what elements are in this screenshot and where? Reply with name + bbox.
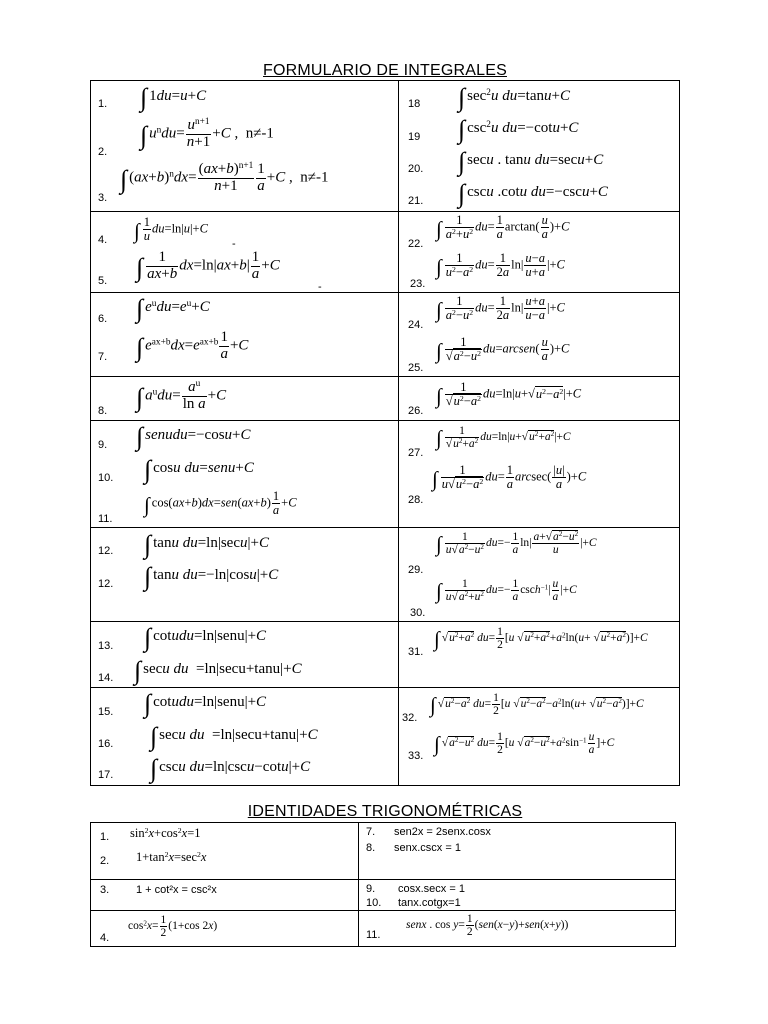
identity-1: $\sin^2x+\cos^2x=1$ <box>130 825 201 840</box>
formula-number: 32. <box>402 712 418 724</box>
formula-number: 20. <box>408 163 424 175</box>
formula-number: 8. <box>98 405 108 417</box>
formula-number: 3. <box>98 192 108 204</box>
identity-11: senx . cos y= $\frac{1}{2}$ (sen(x−y)+sen(x+y)) <box>406 913 569 939</box>
formula-number: 1. <box>98 98 108 110</box>
formula-number: 33. <box>408 750 424 762</box>
formula-number: 23. <box>410 278 426 290</box>
formula-8: ∫ $a^udu=$ $\frac{a^u}{\text{ln a}}$ +C <box>136 378 227 412</box>
formula-number: 19 <box>408 131 421 143</box>
formula-10: ∫ cosu du=senu+C <box>144 455 254 484</box>
identity-8: senx.cscx = 1 <box>394 842 461 854</box>
formula-6: ∫ $e^udu=e^u+C$ <box>136 294 210 323</box>
formula-number: 13. <box>98 640 114 652</box>
formula-17: ∫ cscu du=ln|cscu−cotu|+C <box>150 754 311 783</box>
formula-number: 16. <box>98 738 114 750</box>
formula-number: 15. <box>98 706 114 718</box>
formula-number: 4. <box>98 234 108 246</box>
formula-21: ∫ cscu .cotu du=−cscu+C <box>458 179 608 208</box>
formula-number: 12. <box>98 545 114 557</box>
formula-number: 14. <box>98 672 114 684</box>
formula-3: ∫ $(ax+b)^ndx=$ $\frac{(ax+b)^{n+1}}{n+1}$ $\frac{1}{a}$ +C , n≠-1 <box>120 160 329 194</box>
identity-number: 3. <box>100 884 110 896</box>
formula-number: 31. <box>408 646 424 658</box>
identity-number: 10. <box>366 897 382 909</box>
formula-5: ∫ $\frac{1}{ax+b}$ dx=ln|ax+b| $\frac{1}{a}$ +C <box>136 249 280 282</box>
trig-title: IDENTIDADES TRIGONOMÉTRICAS <box>247 803 523 820</box>
formula-23: ∫ $\frac{1}{u^2-a^2}$ du= $\frac{1}{2a}$ ln| $\frac{u-a}{u+a}$ |+C <box>436 251 565 280</box>
formula-number: 24. <box>408 319 424 331</box>
identity-4: $\cos^2x=$ $\frac{1}{2}$ (1+cos 2x) <box>128 914 218 940</box>
formula-18: ∫ $\sec^2u$ du=tanu+C <box>458 83 570 112</box>
formula-number: 28. <box>408 494 424 506</box>
formula-30: ∫ $\frac{1}{u√a^2+u^2}$ du=− $\frac{1}{a}$ csch$^{-1}$| $\frac{u}{a}$ |+C <box>436 578 577 604</box>
formula-number: 12. <box>98 578 114 590</box>
formula-28: ∫ $\frac{1}{u√u^2-a^2}$ du= $\frac{1}{a}$ arcsec( $\frac{|u|}{a}$ )+C <box>432 463 587 492</box>
identity-9: cosx.secx = 1 <box>398 883 465 895</box>
integrals-title: FORMULARIO DE INTEGRALES <box>263 62 507 79</box>
formula-29: ∫ $\frac{1}{u√a^2-u^2}$ du=− $\frac{1}{a}$ ln| $\frac{a+√a^2-u^2}{u}$ |+C <box>436 530 597 557</box>
identity-number: 9. <box>366 883 376 895</box>
formula-32: ∫ $√u^2-a^2$ du= $\frac{1}{2}$ [u $√u^2-a^2-a^2\ln(u+ √u^2-a^2)]+C$ <box>430 692 644 718</box>
formula-number: 17. <box>98 769 114 781</box>
formula-number: 25. <box>408 362 424 374</box>
formula-13: ∫ cotudu=ln|senu|+C <box>144 623 267 652</box>
formula-number: 11. <box>98 513 113 525</box>
formula-14: ∫ secu du =ln|secu+tanu|+C <box>134 656 302 685</box>
formula-24: ∫ $\frac{1}{a^2-u^2}$ du= $\frac{1}{2a}$ ln| $\frac{u+a}{u-a}$ |+C <box>436 294 565 323</box>
identity-number: 8. <box>366 842 376 854</box>
trig-column-divider <box>358 822 359 947</box>
formula-1: ∫ 1du=u+C <box>140 83 207 112</box>
identity-number: 2. <box>100 855 110 867</box>
formula-25: ∫ $\frac{1}{√a^2-u^2}$ du=arcsen( $\frac{u}{a}$ )+C <box>436 335 570 364</box>
formula-number: 18 <box>408 98 421 110</box>
formula-number: 29. <box>408 564 424 576</box>
identity-number: 4. <box>100 932 110 944</box>
formula-22: ∫ $\frac{1}{a^2+u^2}$ du= $\frac{1}{a}$ arctan( $\frac{u}{a}$ )+C <box>436 213 570 242</box>
formula-9: ∫ senudu=−cosu+C <box>136 422 251 451</box>
formula-15: ∫ cotudu=ln|senu|+C <box>144 689 267 718</box>
formula-16: ∫ secu du =ln|secu+tanu|+C <box>150 722 318 751</box>
formula-number: 5. <box>98 275 108 287</box>
identity-number: 7. <box>366 826 376 838</box>
integrals-column-divider <box>398 80 399 786</box>
formula-4: ∫ $\frac{1}{u}$ du=ln|u|+C <box>134 215 208 244</box>
identity-2: $1+\tan^2x=\sec^2x$ <box>136 849 207 864</box>
identity-10: tanx.cotgx=1 <box>398 897 461 909</box>
identity-7: sen2x = 2senx.cosx <box>394 826 491 838</box>
identity-number: 11. <box>366 929 381 941</box>
identity-number: 1. <box>100 831 110 843</box>
identity-3: 1 + cot²x = csc²x <box>136 884 217 896</box>
formula-26: ∫ $\frac{1}{√u^2-a^2}$ $du=\ln|u+√u^2-a^2|+C$ <box>436 380 582 409</box>
formula-number: 2. <box>98 146 108 158</box>
formula-number: 6. <box>98 313 108 325</box>
formula-31: ∫ $√u^2+a^2$ du= $\frac{1}{2}$ [u $√u^2+a^2+a^2\ln(u+ √u^2+a^2)]+C$ <box>434 626 648 652</box>
formula-11: ∫ cos(ax+b)dx=sen(ax+b) $\frac{1}{a}$ +C <box>144 489 297 518</box>
formula-27: ∫ $\frac{1}{√u^2+a^2}$ $du=\ln|u+√u^2+a^2|+C$ <box>436 425 571 451</box>
formula-number: 21. <box>408 195 424 207</box>
formula-number: 10. <box>98 472 114 484</box>
formula-number: 7. <box>98 351 108 363</box>
formula-7: ∫ $e^{ax+b}dx=e^{ax+b}$ $\frac{1}{a}$ +C <box>136 329 249 362</box>
formula-number: 22. <box>408 238 424 250</box>
formula-number: 27. <box>408 447 424 459</box>
formula-33: ∫ $√a^2-u^2$ du= $\frac{1}{2}$ [u $√a^2-u^2+a^2\sin^{-1}$ $\frac{u}{a}$ ]+C <box>434 731 615 757</box>
formula-12a: ∫ tanu du=ln|secu|+C <box>144 530 269 559</box>
formula-2: ∫ $u^ndu=$ $\frac{u^{n+1}}{n+1}$ +C , n≠-1 <box>140 116 274 150</box>
formula-number: 26. <box>408 405 424 417</box>
formula-19: ∫ $\csc^2u$ du=−cotu+C <box>458 115 579 144</box>
formula-number: 9. <box>98 439 108 451</box>
formula-number: 30. <box>410 607 426 619</box>
formula-20: ∫ secu . tanu du=secu+C <box>458 147 604 176</box>
formula-12b: ∫ tanu du=−ln|cosu|+C <box>144 562 279 591</box>
